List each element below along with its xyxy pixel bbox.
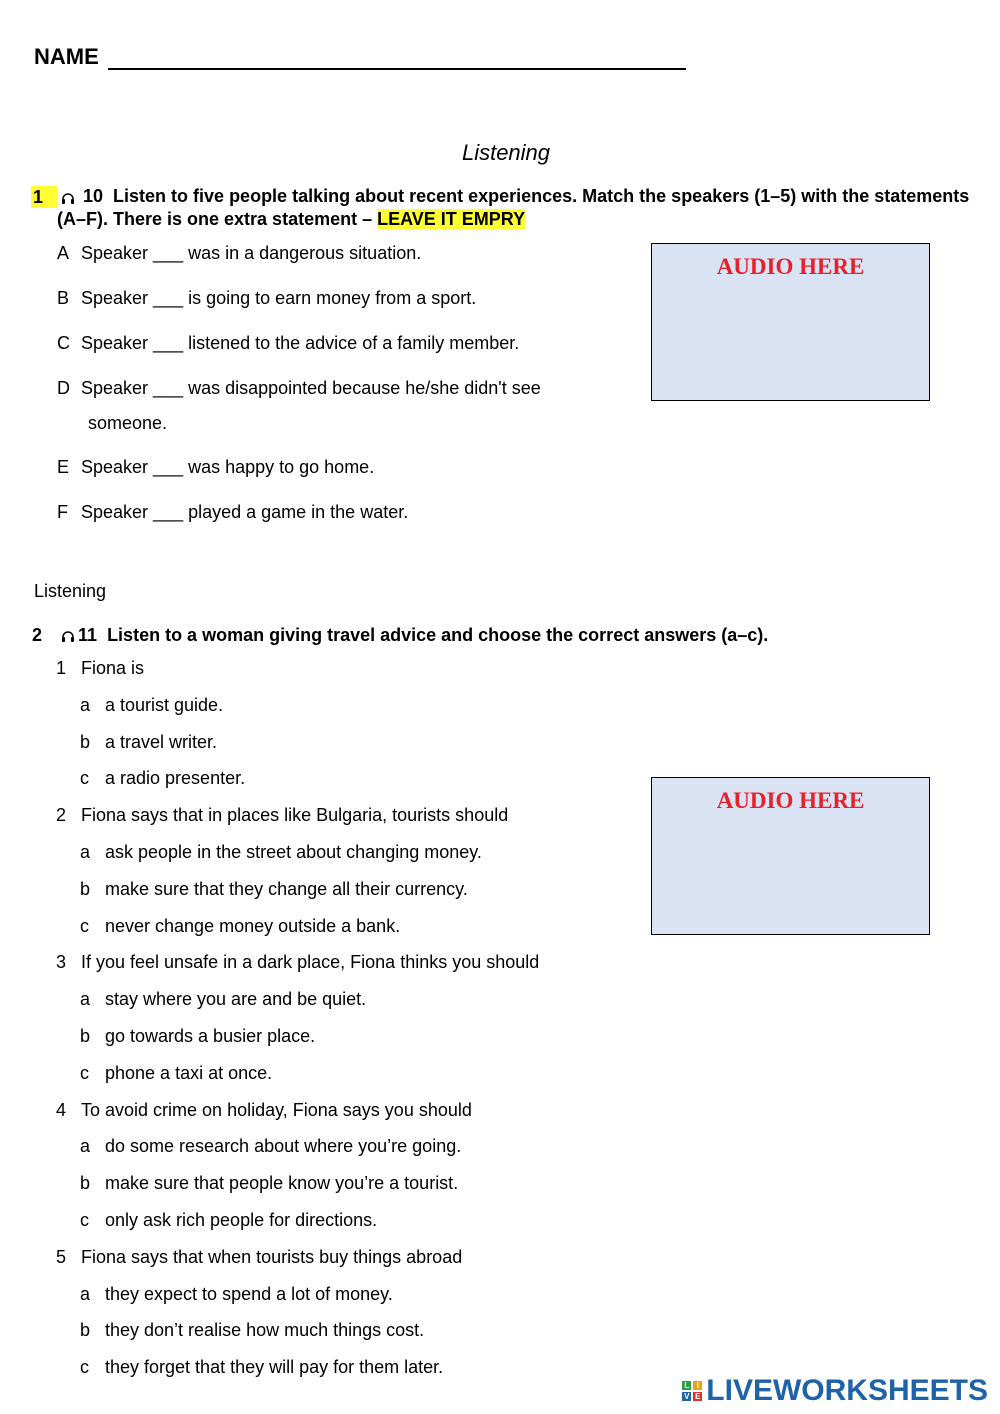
answer-option-3b[interactable] xyxy=(80,1025,315,1047)
answer-option-4a[interactable] xyxy=(80,1135,461,1157)
liveworksheets-logo-icon xyxy=(682,1381,702,1401)
answer-option-1b[interactable] xyxy=(80,731,217,753)
statement-letter: E xyxy=(57,457,70,477)
logo-letter: I xyxy=(693,1381,702,1390)
answer-option-2c[interactable] xyxy=(80,915,400,937)
q1-instruction-block xyxy=(57,185,977,231)
audio-player-2[interactable] xyxy=(651,777,930,935)
option-text: go towards a busier place. xyxy=(105,1026,316,1046)
question-text: Fiona says that when tourists buy things abroad xyxy=(81,1246,463,1267)
question-text: Fiona is xyxy=(81,658,145,678)
option-letter: b xyxy=(80,1173,91,1194)
option-text: do some research about where you’re going. xyxy=(105,1136,462,1157)
option-letter: c xyxy=(80,1062,89,1083)
q2-track-number: 11 xyxy=(78,625,98,645)
q1-highlight: LEAVE IT EMPRY xyxy=(377,209,526,229)
answer-option-2b[interactable] xyxy=(80,878,468,900)
question-number: 3 xyxy=(56,952,67,973)
option-text: make sure that they change all their currency. xyxy=(105,878,468,899)
statement-text: Speaker ___ played a game in the water. xyxy=(81,502,409,522)
answer-option-2a[interactable] xyxy=(80,841,482,863)
question-number: 2 xyxy=(56,805,67,826)
answer-option-5a[interactable] xyxy=(80,1283,393,1305)
option-letter: b xyxy=(80,731,91,752)
q2-question-2 xyxy=(56,804,508,826)
name-label: NAME xyxy=(34,44,99,69)
q2-instruction-block xyxy=(32,624,768,647)
q2-number: 2 xyxy=(32,625,43,645)
option-text: a travel writer. xyxy=(105,731,218,752)
brand-name: LIVEWORKSHEETS xyxy=(706,1374,988,1407)
option-letter: c xyxy=(80,768,89,789)
statement-text: Speaker ___ was disappointed because he/she didn't see xyxy=(81,378,541,398)
option-letter: a xyxy=(80,694,91,715)
option-letter: a xyxy=(80,1136,91,1157)
option-text: they expect to spend a lot of money. xyxy=(105,1283,393,1304)
logo-letter: L xyxy=(682,1381,691,1390)
question-number: 5 xyxy=(56,1246,67,1267)
option-letter: b xyxy=(80,1026,91,1046)
statement-text: Speaker ___ was in a dangerous situation. xyxy=(81,243,422,263)
option-text: never change money outside a bank. xyxy=(105,915,401,936)
statement-letter: B xyxy=(57,288,70,308)
statement-f xyxy=(57,501,408,523)
question-text: If you feel unsafe in a dark place, Fiona thinks you should xyxy=(81,952,540,973)
q2-question-1 xyxy=(56,657,144,679)
statement-d xyxy=(57,377,541,399)
statement-b xyxy=(57,287,476,309)
answer-option-4b[interactable] xyxy=(80,1172,458,1194)
statement-text: Speaker ___ listened to the advice of a family member. xyxy=(81,333,520,353)
statement-e xyxy=(57,456,374,478)
statement-a xyxy=(57,242,421,264)
answer-option-1c[interactable] xyxy=(80,767,245,789)
option-letter: c xyxy=(80,915,89,936)
statement-letter: D xyxy=(57,378,70,398)
answer-option-4c[interactable] xyxy=(80,1209,377,1231)
option-letter: b xyxy=(80,1320,91,1341)
q2-question-5 xyxy=(56,1246,462,1268)
option-text: only ask rich people for directions. xyxy=(105,1210,378,1230)
option-text: a radio presenter. xyxy=(105,768,246,789)
audio-player-1[interactable] xyxy=(651,243,930,401)
logo-letter: E xyxy=(695,1392,701,1401)
headphones-icon xyxy=(61,629,75,643)
answer-option-1a[interactable] xyxy=(80,694,223,716)
statement-c xyxy=(57,332,519,354)
option-text: make sure that people know you’re a tourist. xyxy=(105,1173,459,1194)
statement-text: Speaker ___ is going to earn money from a sport. xyxy=(81,288,477,308)
audio-label: AUDIO HERE xyxy=(716,254,865,279)
option-text: ask people in the street about changing money. xyxy=(105,842,482,862)
answer-option-5b[interactable] xyxy=(80,1319,424,1341)
section-label: Listening xyxy=(34,581,107,601)
q1-instruction: Listen to five people talking about recent experiences. Match the speakers (1–5) with the statements (A–F). There is one extra statement – xyxy=(57,186,970,229)
q2-question-4 xyxy=(56,1099,472,1121)
q2-question-3 xyxy=(56,951,539,973)
option-text: they forget that they will pay for them later. xyxy=(105,1357,444,1378)
option-text: they don’t realise how much things cost. xyxy=(105,1320,425,1341)
statement-letter: F xyxy=(57,502,68,522)
q1-track-number: 10 xyxy=(83,186,104,206)
q1-number: 1 xyxy=(31,186,57,208)
question-text: To avoid crime on holiday, Fiona says you should xyxy=(81,1099,472,1120)
option-letter: a xyxy=(80,842,91,862)
option-letter: a xyxy=(80,1283,91,1304)
question-text: Fiona says that in places like Bulgaria, tourists should xyxy=(81,805,509,826)
statement-letter: C xyxy=(57,333,70,353)
name-input-line[interactable] xyxy=(108,68,686,70)
option-text: stay where you are and be quiet. xyxy=(105,989,367,1010)
option-text: phone a taxi at once. xyxy=(105,1062,273,1083)
audio-label: AUDIO HERE xyxy=(716,788,865,813)
answer-option-3a[interactable] xyxy=(80,988,366,1010)
brand-logo-block xyxy=(682,1374,988,1408)
statement-d-continuation: someone. xyxy=(88,413,168,433)
question-number: 4 xyxy=(56,1099,67,1120)
option-letter: c xyxy=(80,1210,89,1230)
question-number: 1 xyxy=(56,658,67,678)
option-text: a tourist guide. xyxy=(105,694,224,715)
statement-letter: A xyxy=(57,243,70,263)
logo-letter: V xyxy=(684,1392,690,1401)
option-letter: b xyxy=(80,878,91,899)
option-letter: c xyxy=(80,1357,89,1378)
statement-text: Speaker ___ was happy to go home. xyxy=(81,457,375,477)
option-letter: a xyxy=(80,989,91,1010)
page-title: Listening xyxy=(461,140,551,165)
answer-option-5c[interactable] xyxy=(80,1356,443,1378)
answer-option-3c[interactable] xyxy=(80,1062,272,1084)
q2-instruction: Listen to a woman giving travel advice and choose the correct answers (a–c). xyxy=(107,625,769,645)
